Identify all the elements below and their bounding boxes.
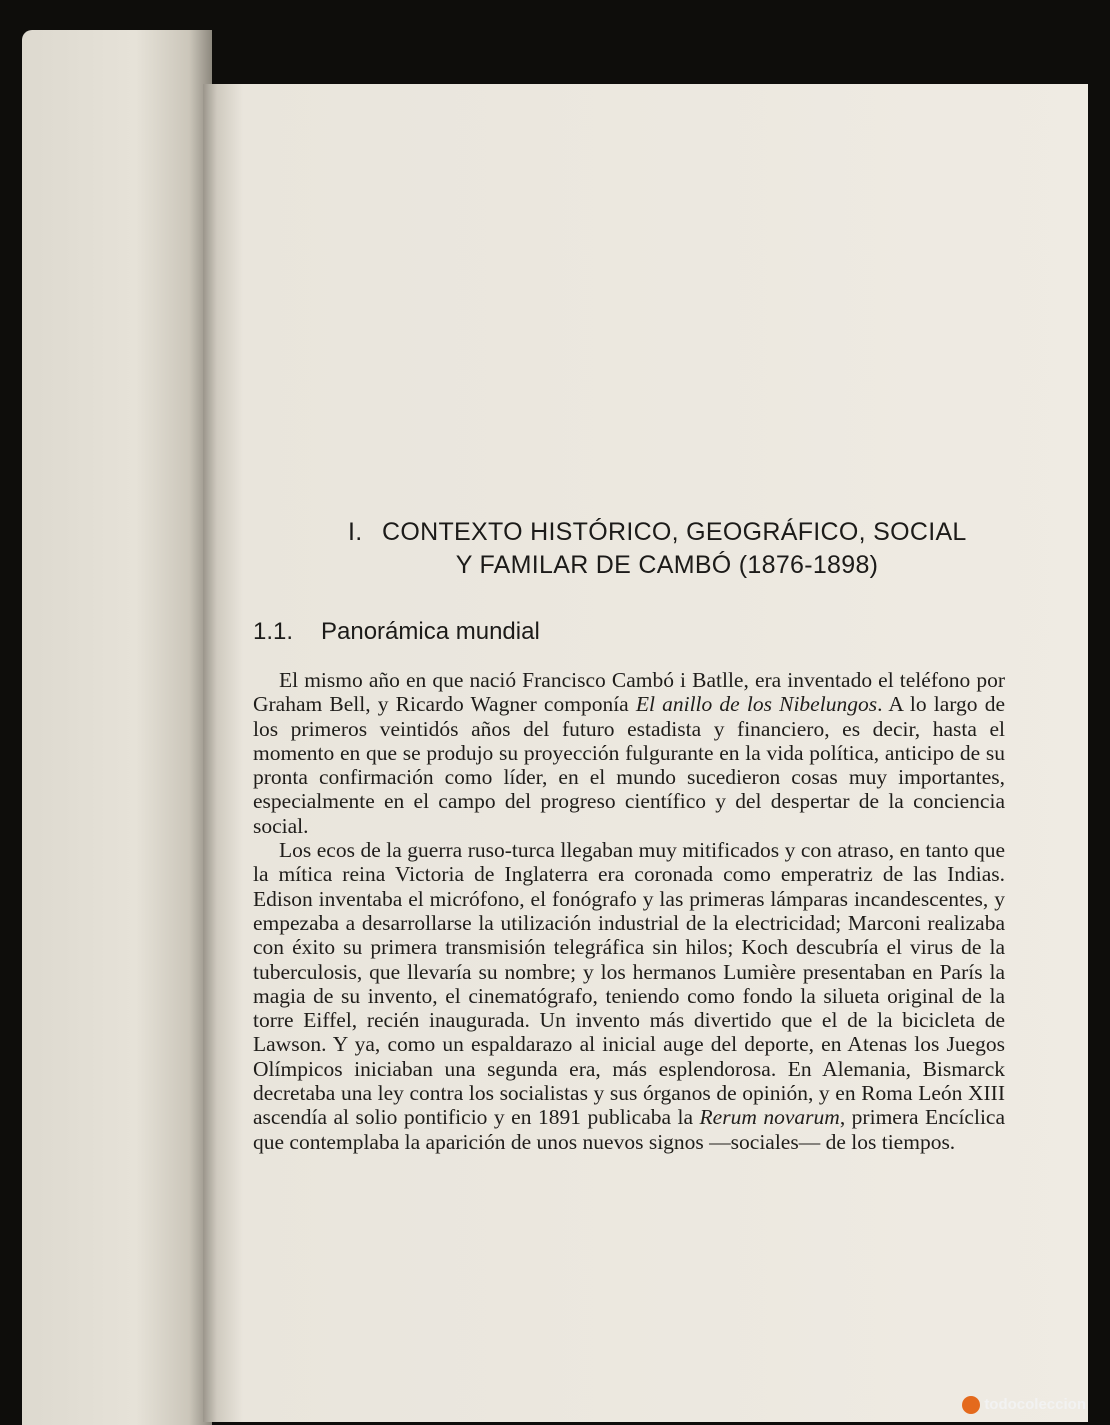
right-page <box>203 84 1088 1422</box>
paragraph-2 <box>253 838 1005 1154</box>
chapter-title-text-1: CONTEXTO HISTÓRICO, GEOGRÁFICO, SOCIAL <box>382 518 967 546</box>
watermark <box>962 1396 1086 1414</box>
paragraph-2-text-b: , primera Encíclica que contemplaba la aparición de unos nuevos signos —sociales— de los tiempos. <box>253 1105 1006 1154</box>
paragraph-2-italic: Rerum novarum <box>699 1105 840 1130</box>
chapter-title-line-1 <box>348 516 968 549</box>
left-page <box>22 30 212 1425</box>
section-heading <box>253 618 540 646</box>
chapter-numeral: I. <box>348 518 363 546</box>
paragraph-2-text-a: Los ecos de la guerra ruso-turca llegaban muy mitificados y con atraso, en tanto que la mítica reina Victoria de Inglaterra era coronada como emperatriz de las Indias. Edison inventaba el micrófono, el fonógrafo y las primeras lámparas incandescentes, y empezaba a desarrollarse la utilización industrial de la electricidad; Marconi realizaba con éxito su primera transmisión telegráfica sin hilos; Koch descubría el virus de la tuberculosis, que llevaría su nombre; y los hermanos Lumière presentaban en París la magia de su invento, el cinematógrafo, teniendo como fondo la silueta original de la torre Eiffel, recién inaugurada. Un invento más divertido que el de la bicicleta de Lawson. Y ya, como un espaldarazo al inicial auge del deporte, en Atenas los Juegos Olímpicos iniciaban una segunda era, más esplendorosa. En Alemania, Bismarck decretaba una ley contra los socialistas y sus órganos de opinión, y en Roma León XIII ascendía al solio pontificio y en 1891 publicaba la <box>253 838 1005 1130</box>
paragraph-1-text-a: El mismo año en que nació Francisco Cambó i Batlle, era inventado el teléfono por Graham Bell, y Ricardo Wagner componía <box>253 668 1005 717</box>
body-text <box>253 668 1005 1154</box>
section-number: 1.1. <box>253 618 294 645</box>
section-title: Panorámica mundial <box>321 618 540 645</box>
paragraph-1-italic: El anillo de los Nibelungos <box>635 692 878 717</box>
paragraph-1-text-b: . A lo largo de los primeros veintidós años del futuro estadista y financiero, es decir, hasta el momento en que se produjo su proyección fulgurante en la vida política, anticipo de su pronta confirmación como líder, en el mundo sucedieron cosas muy importantes, especialmente en el campo del progreso científico y del despertar de la conciencia social. <box>253 692 1005 838</box>
chapter-heading <box>348 516 968 582</box>
watermark-text: todocoleccion <box>984 1395 1086 1413</box>
chapter-title-line-2: Y FAMILAR DE CAMBÓ (1876-1898) <box>455 551 879 579</box>
todocoleccion-logo-icon <box>962 1396 980 1414</box>
paragraph-1 <box>253 668 1005 838</box>
